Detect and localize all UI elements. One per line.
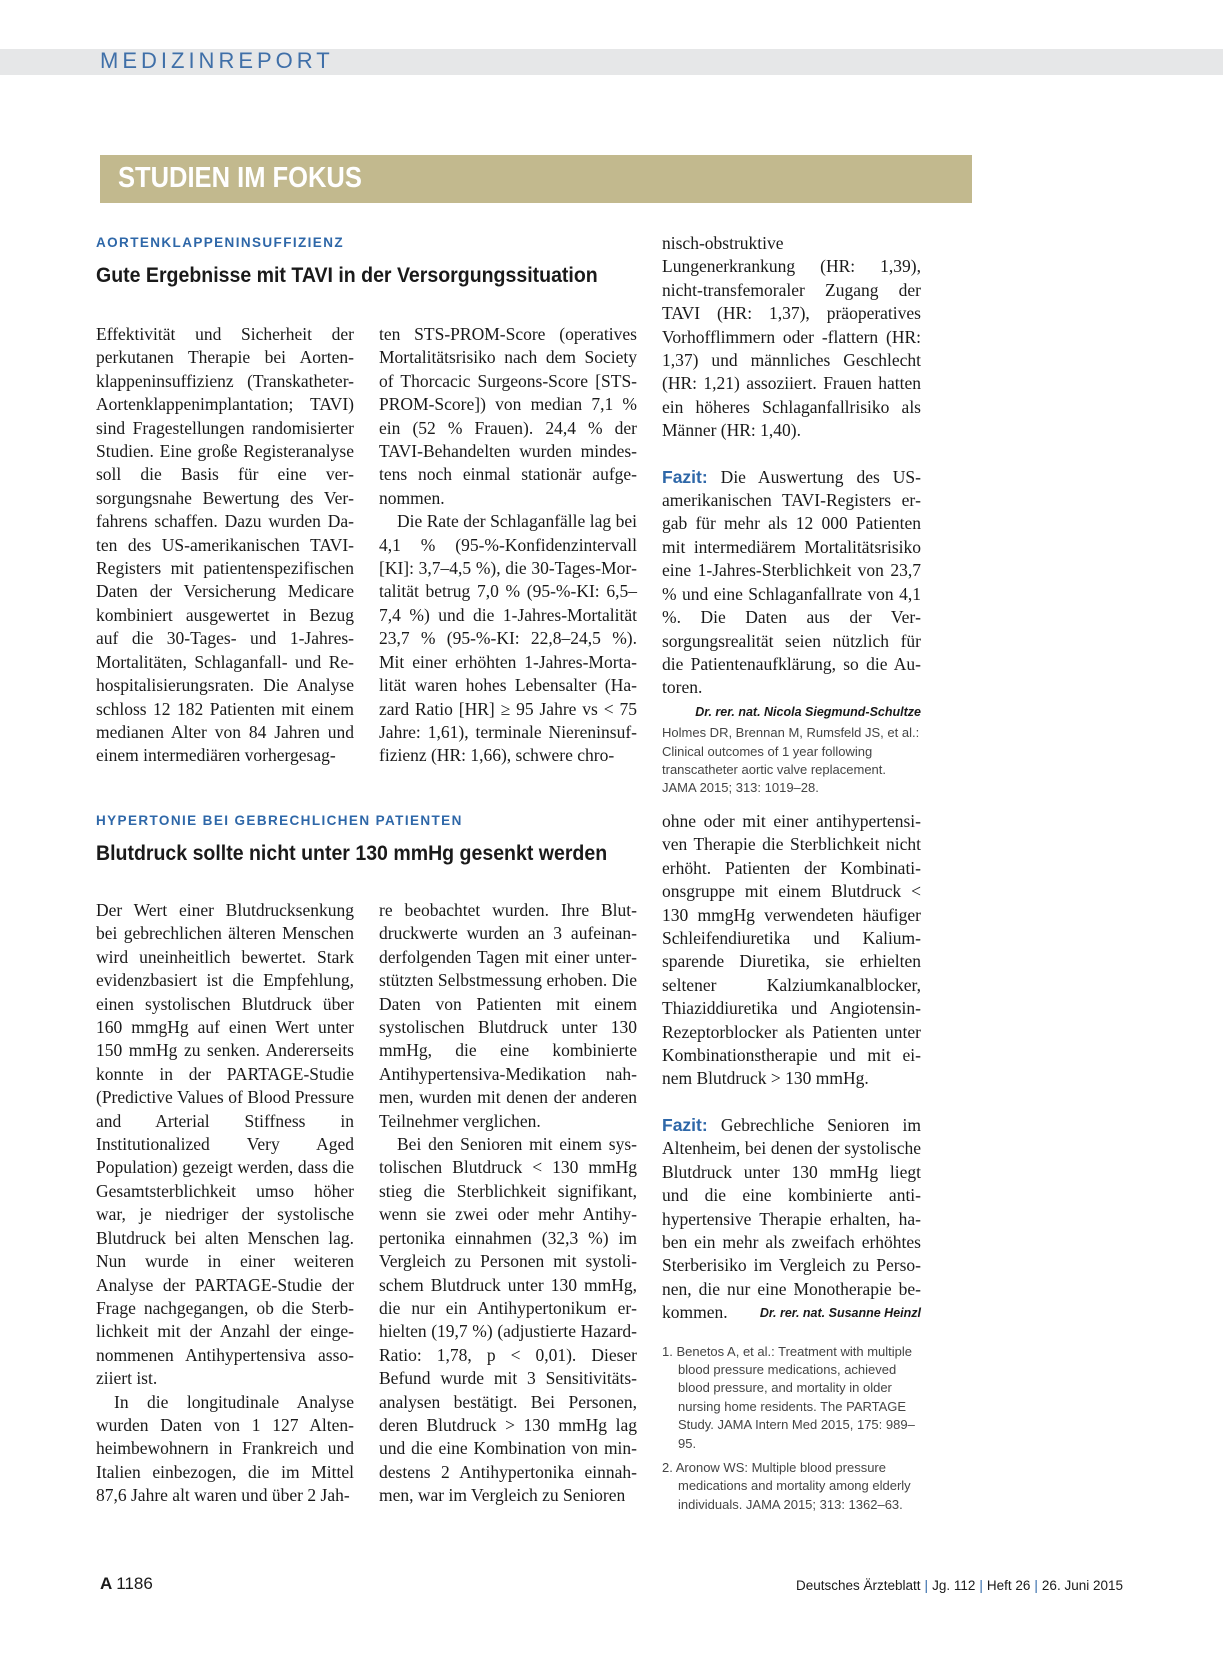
- article1-col3-paragraph: nisch-obstruktive Lungenerkrankung (HR: 1,39), nicht-transfemoraler Zugang der TAVI (HR: 1,37), präoperatives Vorhofflimmern oder -flattern (HR: 1,37) und männliches Geschlecht (HR: 1,21) assoziiert. Frauen hatten ein höheres Schlaganfallrisiko als Männer (HR: 1,40).: [662, 233, 921, 441]
- reference-item: 1. Benetos A, et al.: Treatment with multiple blood pressure medications, achieved blood pressure, and mortality in older nursing home residents. The PARTAGE Study. JAMA Intern Med 2015, 175: 989–95.: [662, 1343, 915, 1451]
- article1-fazit: [662, 466, 921, 719]
- journal-name: Deutsches Ärzteblatt: [795, 1578, 921, 1593]
- article1-column-3: [662, 232, 921, 798]
- article1-column-2: [379, 323, 637, 768]
- article2-column-1: [96, 899, 354, 1508]
- journal-issue: Heft 26: [986, 1578, 1031, 1593]
- article2-col3-paragraph: ohne oder mit einer antihypertensiven Therapie die Sterblichkeit nicht erhöht. Patienten der Kombinationsgruppe mit einem Blutdruck < 130 mmgHg verwendeten häufiger Schleifendiuretika und Kaliumsparende Diuretika, sie erhielten seltener Kalziumkanalblocker, Thiaziddiuretika und Angiotensin-Rezeptorblocker als Patienten unter Kombinationstherapie und mit einem Blutdruck > 130 mmHg.: [662, 811, 921, 1089]
- article1-col2-paragraph: ten STS-PROM-Score (operatives Mortalitätsrisiko nach dem Society of Thorcacic Surgeons-Score [STS-PROM-Score]) von median 7,1 % ein (52 % Frauen). 24,4 % der TAVI-Behandelten wurden mindestens noch einmal stationär aufgenommen.: [379, 324, 637, 508]
- article1-kicker: AORTENKLAPPENINSUFFIZIENZ: [96, 235, 345, 250]
- article2-column-2: [379, 899, 637, 1508]
- article2-headline: Blutdruck sollte nicht unter 130 mmHg gesenkt werden: [96, 842, 608, 865]
- fazit-label: Fazit:: [662, 1114, 708, 1135]
- article2-col2-paragraph: Bei den Senioren mit einem systolischen Blutdruck < 130 mmHg stieg die Sterblichkeit signifikant, wenn sie zwei oder mehr Antihypertonika einnahmen (32,3 %) im Vergleich zu Personen mit systolischem Blutdruck unter 130 mmHg, die nur ein Antihypertonikum erhielten (19,7 %) (adjustierte Hazard-Ratio: 1,78, p < 0,01). Dieser Befund wurde mit 3 Sensitivitätsanalysen bestätigt. Bei Personen, deren Blutdruck > 130 mmHg lag und die eine Kombination von mindestens 2 Antihypertonika einnahmen, war im Vergleich zu Senioren: [379, 1134, 637, 1506]
- article2-references: [662, 1343, 921, 1515]
- page-number-value: 1186: [116, 1574, 153, 1593]
- section-banner: [100, 155, 972, 203]
- article1-col2-paragraph: Die Rate der Schlaganfälle lag bei 4,1 % (95-%-Konfidenzintervall [KI]: 3,7–4,5 %), die 30-Tages-Mortalität betrug 7,0 % (95-%-KI: 6,5–7,4 %) und die 1-Jahres-Mortalität 23,7 % (95-%-KI: 22,8–24,5 %). Mit einer erhöhten 1-Jahres-Mortalität waren hohes Lebensalter (Hazard Ratio [HR] ≥ 95 Jahre vs < 75 Jahre: 1,61), terminale Niereninsuffizienz (HR: 1,66), schwere chro-: [379, 511, 637, 766]
- separator: |: [924, 1578, 929, 1593]
- journal-footer: [796, 1578, 1123, 1593]
- journal-volume: Jg. 112: [932, 1578, 976, 1593]
- page-prefix: A: [100, 1574, 113, 1593]
- article1-reference: Holmes DR, Brennan M, Rumsfeld JS, et al.: Clinical outcomes of 1 year following transcatheter aortic valve replacement. JAMA 2015; 313: 1019–28.: [662, 725, 920, 796]
- journal-date: 26. Juni 2015: [1041, 1578, 1123, 1593]
- fazit-text: Gebrechliche Senioren im Altenheim, bei denen der systolische Blutdruck unter 130 mmHg liegt und die eine kombinierte antihypertensive Therapie erhalten, haben ein mehr als zweifach erhöhtes Sterberisiko im Vergleich zu Personen, die nur eine Monotherapie bekommen.: [662, 1114, 921, 1323]
- article1-headline: Gute Ergebnisse mit TAVI in der Versorgungssituation: [96, 264, 598, 287]
- article1-column-1: [96, 323, 354, 768]
- separator: |: [979, 1578, 983, 1593]
- fazit-text: Die Auswertung des US-amerikanischen TAVI-Registers ergab für mehr als 12 000 Patienten mit intermediärem Mortalitätsrisiko eine 1-Jahres-Sterblichkeit von 23,7 % und eine Schlaganfallrate von 4,1 %. Die Daten aus der Versorgungsrealität seien nützlich für die Patientenaufklärung, so die Autoren.: [662, 466, 921, 698]
- author-name: Dr. rer. nat. Nicola Siegmund-Schultze: [695, 704, 921, 719]
- banner-title: STUDIEN IM FOKUS: [118, 162, 362, 194]
- article2-column-3: [662, 810, 921, 1520]
- author-name: Dr. rer. nat. Susanne Heinzl: [759, 1306, 921, 1321]
- article1-col1-paragraph: Effektivität und Sicherheit der perkutanen Therapie bei Aortenklappeninsuffizienz (Transkatheter-Aortenklappenimplantation; TAVI) sind Fragestellungen randomisierter Studien. Eine große Registeranalyse soll die Basis für eine versorgungsnahe Bewertung des Verfahrens schaffen. Dazu wurden Daten des US-amerikanischen TAVI-Registers mit patientenspezifischen Daten der Versicherung Medicare kombiniert ausgewertet in Bezug auf die 30-Tages- und 1-Jahres-Mortalitäten, Schlaganfall- und Rehospitalisierungsraten. Die Analyse schloss 12 182 Patienten mit einem medianen Alter von 84 Jahren und einem intermediären vorhergesag-: [96, 324, 354, 766]
- article2-col1-paragraph: In die longitudinale Analyse wurden Daten von 1 127 Altenheimbewohnern in Frankreich und Italien einbezogen, die im Mittel 87,6 Jahre alt waren und über 2 Jah-: [96, 1391, 354, 1506]
- article2-col1-paragraph: Der Wert einer Blutdrucksenkung bei gebrechlichen älteren Menschen wird uneinheitlich bewertet. Stark evidenzbasiert ist die Empfehlung, einen systolischen Blutdruck über 160 mmgHg auf einen Wert unter 150 mmHg zu senken. Andererseits konnte in der PARTAGE-Studie (Predictive Values of Blood Pressure and Arterial Stiffness in Institutionalized Very Aged Population) gezeigt werden, dass die Gesamtsterblichkeit umso höher war, je niedriger der systolische Blutdruck bei alten Menschen lag. Nun wurde in einer weiteren Analyse der PARTAGE-Studie der Frage nachgegangen, ob die Sterblichkeit mit der Anzahl der eingenommenen Antihypertensiva assoziiert ist.: [96, 900, 354, 1389]
- article2-fazit: [662, 1114, 921, 1325]
- separator: |: [1034, 1578, 1038, 1593]
- page-number: [100, 1574, 153, 1594]
- reference-item: 2. Aronow WS: Multiple blood pressure medications and mortality among elderly individuals. JAMA 2015; 313: 1362–63.: [662, 1459, 911, 1512]
- fazit-label: Fazit:: [662, 466, 708, 487]
- section-label: MEDIZINREPORT: [100, 48, 334, 73]
- article2-col2-paragraph: re beobachtet wurden. Ihre Blutdruckwerte wurden an 3 aufeinanderfolgenden Tagen mit einer unterstützten Selbstmessung erhoben. Die Daten von Patienten mit einem systolischen Blutdruck unter 130 mmHg, die eine kombinierte Antihypertensiva-Medikation nahmen, wurden mit denen der anderen Teilnehmer verglichen.: [379, 900, 637, 1131]
- article2-kicker: HYPERTONIE BEI GEBRECHLICHEN PATIENTEN: [96, 813, 463, 828]
